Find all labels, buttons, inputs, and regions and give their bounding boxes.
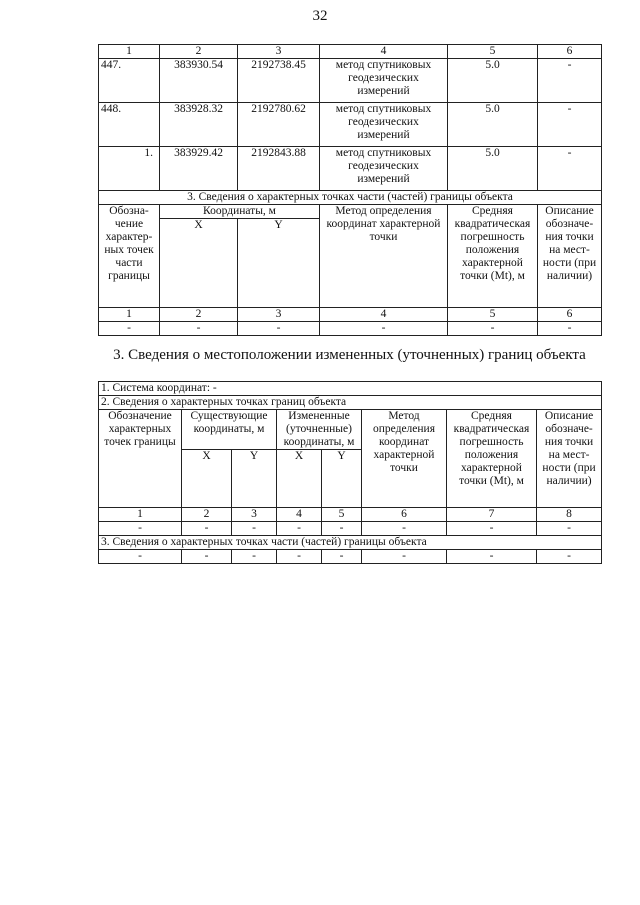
table-row — [99, 147, 602, 191]
empty-cell: - — [538, 322, 602, 336]
existing-coords-header: Существующие координаты, м — [182, 410, 277, 450]
table-row — [99, 103, 602, 147]
column-number: 7 — [447, 508, 537, 522]
method-header: Метод определения координат характерной точки — [362, 410, 447, 508]
empty-cell: - — [447, 550, 537, 564]
x-header: X — [160, 219, 238, 308]
point-x: 383930.54 — [160, 59, 238, 103]
column-number: 5 — [322, 508, 362, 522]
point-error: 5.0 — [448, 147, 538, 191]
x-header: X — [182, 450, 232, 508]
point-desc: - — [538, 59, 602, 103]
column-number: 5 — [448, 308, 538, 322]
coords-header: Координаты, м — [160, 205, 320, 219]
error-header: Средняя квадратическая погрешность положения характерной точки (Mt), м — [447, 410, 537, 508]
point-error: 5.0 — [448, 103, 538, 147]
column-number: 2 — [182, 508, 232, 522]
empty-cell: - — [447, 522, 537, 536]
empty-cell: - — [182, 522, 232, 536]
x-header: X — [277, 450, 322, 508]
column-number: 1 — [99, 308, 160, 322]
empty-cell: - — [232, 522, 277, 536]
column-number: 6 — [538, 308, 602, 322]
section-title: 3. Сведения о местоположении измененных (уточненных) границ объекта — [113, 347, 586, 363]
desc-header: Описание обозначе-ния точки на мест-ности (при наличии) — [537, 410, 602, 508]
page-number: 32 — [312, 8, 328, 24]
empty-cell: - — [99, 322, 160, 336]
empty-cell: - — [99, 522, 182, 536]
empty-cell: - — [238, 322, 320, 336]
column-number: 4 — [320, 308, 448, 322]
column-number: 6 — [362, 508, 447, 522]
point-x: 383928.32 — [160, 103, 238, 147]
point-id: 447. — [99, 59, 160, 103]
point-error: 5.0 — [448, 59, 538, 103]
y-header: Y — [322, 450, 362, 508]
points-title: 2. Сведения о характерных точках границ объекта — [99, 396, 602, 410]
column-number: 2 — [160, 308, 238, 322]
section-row — [99, 396, 602, 410]
empty-cell: - — [99, 550, 182, 564]
desc-header: Описание обозначе-ния точки на мест-ности (при наличии) — [538, 205, 602, 308]
point-desc: - — [538, 147, 602, 191]
header-row — [99, 410, 602, 450]
empty-cell: - — [320, 322, 448, 336]
point-id: 1. — [99, 147, 160, 191]
boundary-points-table — [98, 44, 602, 336]
empty-cell: - — [362, 522, 447, 536]
column-number: 6 — [538, 45, 602, 59]
table-row — [99, 59, 602, 103]
point-method: метод спутниковых геодезических измерений — [320, 103, 448, 147]
empty-cell: - — [182, 550, 232, 564]
column-number: 3 — [238, 308, 320, 322]
designation-header: Обозначение характерных точек границы — [99, 410, 182, 508]
column-number: 3 — [232, 508, 277, 522]
empty-cell: - — [537, 550, 602, 564]
empty-cell: - — [277, 550, 322, 564]
empty-cell: - — [448, 322, 538, 336]
column-number: 3 — [238, 45, 320, 59]
column-number: 8 — [537, 508, 602, 522]
empty-cell: - — [322, 522, 362, 536]
part-section-title: 3. Сведения о характерных точках части (частей) границы объекта — [99, 536, 602, 550]
point-y: 2192780.62 — [238, 103, 320, 147]
point-id: 448. — [99, 103, 160, 147]
point-x: 383929.42 — [160, 147, 238, 191]
changed-boundaries-table — [98, 381, 602, 564]
column-numbers-row — [99, 45, 602, 59]
column-number: 4 — [277, 508, 322, 522]
y-header: Y — [238, 219, 320, 308]
y-header: Y — [232, 450, 277, 508]
empty-cell: - — [322, 550, 362, 564]
empty-cell: - — [160, 322, 238, 336]
section-row — [99, 536, 602, 550]
table-row — [99, 522, 602, 536]
column-numbers-row — [99, 308, 602, 322]
column-number: 1 — [99, 508, 182, 522]
column-numbers-row — [99, 508, 602, 522]
column-number: 2 — [160, 45, 238, 59]
changed-coords-header: Измененные (уточненные) координаты, м — [277, 410, 362, 450]
method-header: Метод определения координат характерной точки — [320, 205, 448, 308]
table-row — [99, 550, 602, 564]
point-y: 2192738.45 — [238, 59, 320, 103]
section-row — [99, 191, 602, 205]
point-y: 2192843.88 — [238, 147, 320, 191]
empty-cell: - — [232, 550, 277, 564]
part-section-title: 3. Сведения о характерных точках части (частей) границы объекта — [99, 191, 602, 205]
header-row — [99, 205, 602, 219]
error-header: Средняя квадратическая погрешность положения характерной точки (Mt), м — [448, 205, 538, 308]
designation-header: Обозна-чение характер-ных точек части границы — [99, 205, 160, 308]
column-number: 1 — [99, 45, 160, 59]
point-desc: - — [538, 103, 602, 147]
table-row — [99, 322, 602, 336]
empty-cell: - — [362, 550, 447, 564]
empty-cell: - — [537, 522, 602, 536]
point-method: метод спутниковых геодезических измерений — [320, 147, 448, 191]
empty-cell: - — [277, 522, 322, 536]
section-row — [99, 382, 602, 396]
column-number: 4 — [320, 45, 448, 59]
coord-system: 1. Система координат: - — [99, 382, 602, 396]
column-number: 5 — [448, 45, 538, 59]
point-method: метод спутниковых геодезических измерений — [320, 59, 448, 103]
